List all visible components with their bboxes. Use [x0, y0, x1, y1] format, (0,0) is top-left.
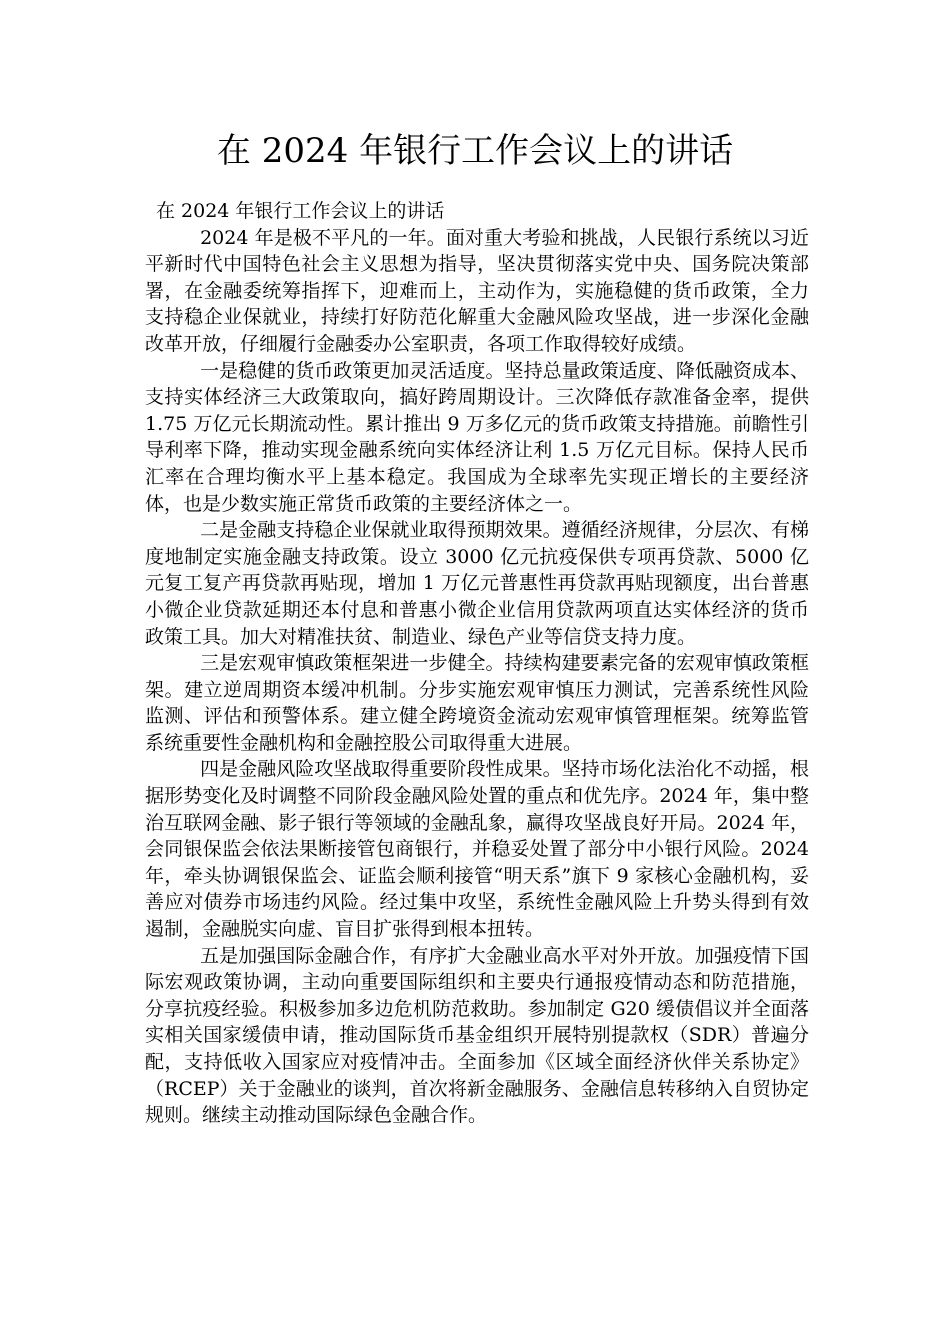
paragraph-intro: 2024 年是极不平凡的一年。面对重大考验和挑战，人民银行系统以习近平新时代中国特色社会主义思想为指导，坚决贯彻落实党中央、国务院决策部署，在金融委统筹指挥下，迎难而上，主动作为，实施稳健的货币政策，全力支持稳企业保就业，持续打好防范化解重大金融风险攻坚战，进一步深化金融改革开放，仔细履行金融委办公室职责，各项工作取得较好成绩。	[145, 226, 809, 355]
paragraph-enterprise-support: 二是金融支持稳企业保就业取得预期效果。遵循经济规律，分层次、有梯度地制定实施金融支持政策。设立 3000 亿元抗疫保供专项再贷款、5000 亿元复工复产再贷款再贴现，增加 1 万亿元普惠性再贷款再贴现额度，出台普惠小微企业贷款延期还本付息和普惠小微企业信用贷款两项直达实体经济的货币政策工具。加大对精准扶贫、制造业、绿色产业等信贷支持力度。	[145, 519, 809, 648]
document-body	[145, 198, 809, 1129]
paragraph-financial-risk: 四是金融风险攻坚战取得重要阶段性成果。坚持市场化法治化不动摇，根据形势变化及时调整不同阶段金融风险处置的重点和优先序。2024 年，集中整治互联网金融、影子银行等领域的金融乱象，赢得攻坚战良好开局。2024 年，会同银保监会依法果断接管包商银行，并稳妥处置了部分中小银行风险。2024 年，牵头协调银保监会、证监会顺利接管“明天系”旗下 9 家核心金融机构，妥善应对债券市场违约风险。经过集中攻坚，系统性金融风险上升势头得到有效遏制，金融脱实向虚、盲目扩张得到根本扭转。	[145, 758, 809, 941]
document-title: 在 2024 年银行工作会议上的讲话	[216, 131, 734, 171]
paragraph-monetary-policy: 一是稳健的货币政策更加灵活适度。坚持总量政策适度、降低融资成本、支持实体经济三大政策取向，搞好跨周期设计。三次降低存款准备金率，提供 1.75 万亿元长期流动性。累计推出 9 万多亿元的货币政策支持措施。前瞻性引导利率下降，推动实现金融系统向实体经济让利 1.5 万亿元目标。保持人民币汇率在合理均衡水平上基本稳定。我国成为全球率先实现正增长的主要经济体，也是少数实施正常货币政策的主要经济体之一。	[145, 359, 809, 515]
paragraph-international-cooperation: 五是加强国际金融合作，有序扩大金融业高水平对外开放。加强疫情下国际宏观政策协调，主动向重要国际组织和主要央行通报疫情动态和防范措施，分享抗疫经验。积极参加多边危机防范救助。参加制定 G20 缓债倡议并全面落实相关国家缓债申请，推动国际货币基金组织开展特别提款权（SDR）普遍分配，支持低收入国家应对疫情冲击。全面参加《区域全面经济伙伴关系协定》（RCEP）关于金融业的谈判，首次将新金融服务、金融信息转移纳入自贸协定规则。继续主动推动国际绿色金融合作。	[145, 944, 809, 1127]
paragraph-macroprudential: 三是宏观审慎政策框架进一步健全。持续构建要素完备的宏观审慎政策框架。建立逆周期资本缓冲机制。分步实施宏观审慎压力测试，完善系统性风险监测、评估和预警体系。建立健全跨境资金流动宏观审慎管理框架。统筹监管系统重要性金融机构和金融控股公司取得重大进展。	[145, 652, 809, 754]
document-subtitle: 在 2024 年银行工作会议上的讲话	[156, 200, 445, 222]
